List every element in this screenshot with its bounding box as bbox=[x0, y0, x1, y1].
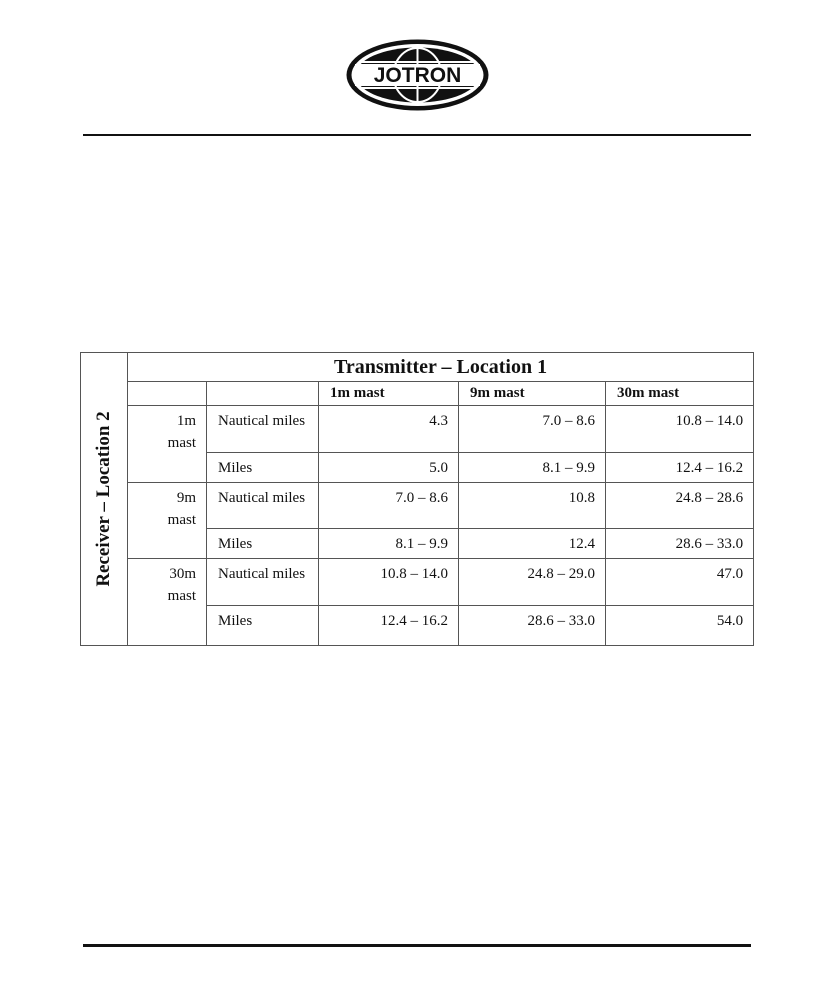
table-cell: 12.4 – 16.2 bbox=[606, 452, 754, 482]
table-cell: 47.0 bbox=[606, 559, 754, 605]
table-cell: 10.8 – 14.0 bbox=[606, 406, 754, 452]
column-header: 9m mast bbox=[459, 382, 606, 406]
receiver-location-label: Receiver – Location 2 bbox=[93, 411, 114, 587]
row-unit-label: Nautical miles bbox=[207, 406, 319, 452]
table-cell: 54.0 bbox=[606, 605, 754, 645]
mast-label: 9m mast bbox=[167, 489, 196, 528]
row-unit-label: Miles bbox=[207, 529, 319, 559]
side-label-cell bbox=[81, 353, 128, 646]
row-mast-label bbox=[128, 406, 207, 483]
table-cell: 7.0 – 8.6 bbox=[459, 406, 606, 452]
table-cell: 28.6 – 33.0 bbox=[606, 529, 754, 559]
table-cell: 24.8 – 29.0 bbox=[459, 559, 606, 605]
table-cell: 12.4 bbox=[459, 529, 606, 559]
row-unit-label: Miles bbox=[207, 605, 319, 645]
table-cell: 28.6 – 33.0 bbox=[459, 605, 606, 645]
table-cell: 12.4 – 16.2 bbox=[319, 605, 459, 645]
table-title: Transmitter – Location 1 bbox=[128, 353, 754, 382]
table-cell: 5.0 bbox=[319, 452, 459, 482]
table-cell: 10.8 bbox=[459, 482, 606, 528]
logo-text: JOTRON bbox=[373, 64, 462, 87]
table-cell: 24.8 – 28.6 bbox=[606, 482, 754, 528]
table-cell: 10.8 – 14.0 bbox=[319, 559, 459, 605]
range-table bbox=[80, 352, 754, 646]
blank-header-cell bbox=[207, 382, 319, 406]
mast-label: 1m mast bbox=[167, 413, 196, 452]
column-header: 30m mast bbox=[606, 382, 754, 406]
column-header: 1m mast bbox=[319, 382, 459, 406]
row-unit-label: Miles bbox=[207, 452, 319, 482]
header-rule bbox=[83, 134, 751, 136]
table-cell: 4.3 bbox=[319, 406, 459, 452]
blank-header-cell bbox=[128, 382, 207, 406]
row-mast-label bbox=[128, 482, 207, 559]
table-cell: 8.1 – 9.9 bbox=[319, 529, 459, 559]
footer-rule bbox=[83, 944, 751, 947]
row-unit-label: Nautical miles bbox=[207, 482, 319, 528]
mast-label: 30m mast bbox=[167, 566, 196, 605]
row-mast-label bbox=[128, 559, 207, 646]
jotron-logo bbox=[345, 38, 490, 112]
row-unit-label: Nautical miles bbox=[207, 559, 319, 605]
table-cell: 8.1 – 9.9 bbox=[459, 452, 606, 482]
table-cell: 7.0 – 8.6 bbox=[319, 482, 459, 528]
